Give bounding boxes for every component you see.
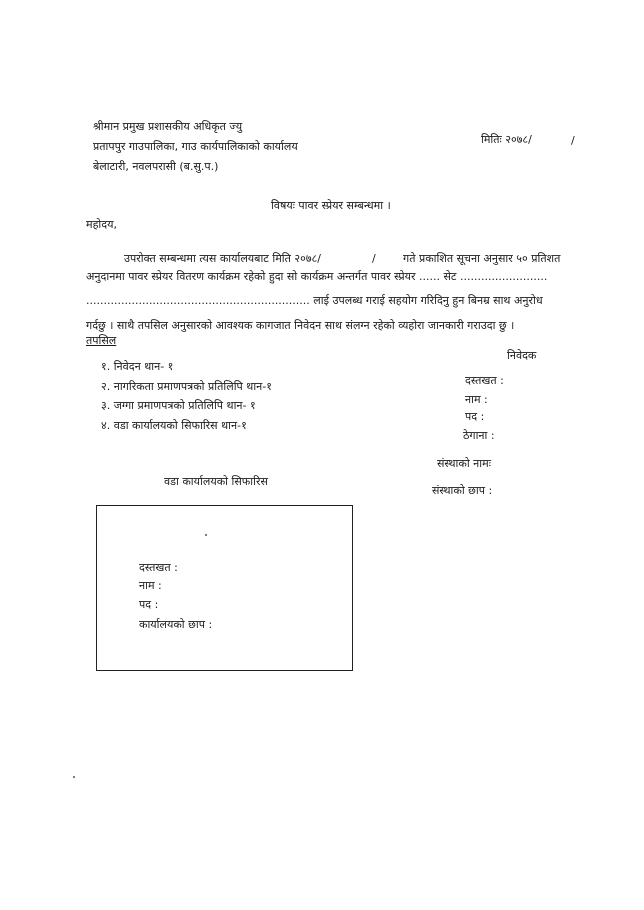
body-line-1-slash: / bbox=[372, 252, 376, 265]
tapsil-item: ३. जग्गा प्रमाणपत्रको प्रतिलिपि थान- १ bbox=[101, 399, 256, 412]
tapsil-item: २. नागरिकता प्रमाणपत्रको प्रतिलिपि थान-१ bbox=[101, 380, 272, 393]
addressee-line-2: प्रतापपुर गाउपालिका, गाउ कार्यपालिकाको कार्यालय bbox=[93, 140, 298, 153]
body-line-3: ................................................................ लाई उपलब्ध गराई सहयोग गरिदिनु हुन बिनम्र साथ अनुरोध bbox=[86, 294, 543, 307]
salutation: महोदय, bbox=[86, 218, 117, 231]
body-line-4: गर्दछु । साथै तपसिल अनुसारको आवश्यक कागजात निवेदन साथ संलग्न रहेको व्यहोरा जानकारी गराउदा छु । bbox=[86, 319, 515, 332]
ward-post: पद : bbox=[139, 598, 159, 611]
ward-name: नाम : bbox=[139, 579, 162, 592]
applicant-heading: निवेदक bbox=[507, 349, 537, 362]
body-line-2: अनुदानमा पावर स्प्रेयर वितरण कार्यक्रम रहेको हुदा सो कार्यक्रम अन्तर्गत पावर स्प्रेयर ...... सेट ......................... bbox=[86, 270, 548, 283]
subject-line: विषयः पावर स्प्रेयर सम्बन्धमा । bbox=[271, 199, 391, 212]
ward-recommendation-box bbox=[96, 505, 353, 671]
org-stamp: संस्थाको छाप : bbox=[432, 484, 493, 497]
tapsil-item: १. निवेदन थान- १ bbox=[101, 360, 174, 373]
body-line-1a: उपरोक्त सम्बन्धमा त्यस कार्यालयबाट मिति २०७८/ bbox=[124, 252, 321, 265]
body-line-1b: गते प्रकाशित सूचना अनुसार ५० प्रतिशत bbox=[403, 252, 561, 265]
applicant-post: पद : bbox=[465, 410, 485, 423]
addressee-line-3: बेलाटारी, नवलपरासी (ब.सु.प.) bbox=[93, 160, 219, 173]
tapsil-heading: तपसिल bbox=[86, 334, 117, 347]
org-name: संस्थाको नामः bbox=[437, 457, 491, 470]
addressee-line-1: श्रीमान प्रमुख प्रशासकीय अधिकृत ज्यु bbox=[93, 120, 243, 133]
tapsil-item: ४. वडा कार्यालयको सिफारिस थान-१ bbox=[101, 419, 247, 432]
applicant-name: नाम : bbox=[465, 393, 488, 406]
ward-signature: दस्तखत : bbox=[139, 561, 178, 574]
applicant-address: ठेगाना : bbox=[463, 429, 495, 442]
date-label: मितिः २०७८/ bbox=[481, 133, 532, 146]
date-slash: / bbox=[571, 134, 575, 147]
scan-speck bbox=[73, 776, 75, 778]
applicant-signature: दस्तखत : bbox=[465, 374, 504, 387]
scan-speck bbox=[205, 534, 207, 536]
ward-stamp: कार्यालयको छाप : bbox=[139, 618, 213, 631]
ward-heading: वडा कार्यालयको सिफारिस bbox=[164, 475, 268, 488]
